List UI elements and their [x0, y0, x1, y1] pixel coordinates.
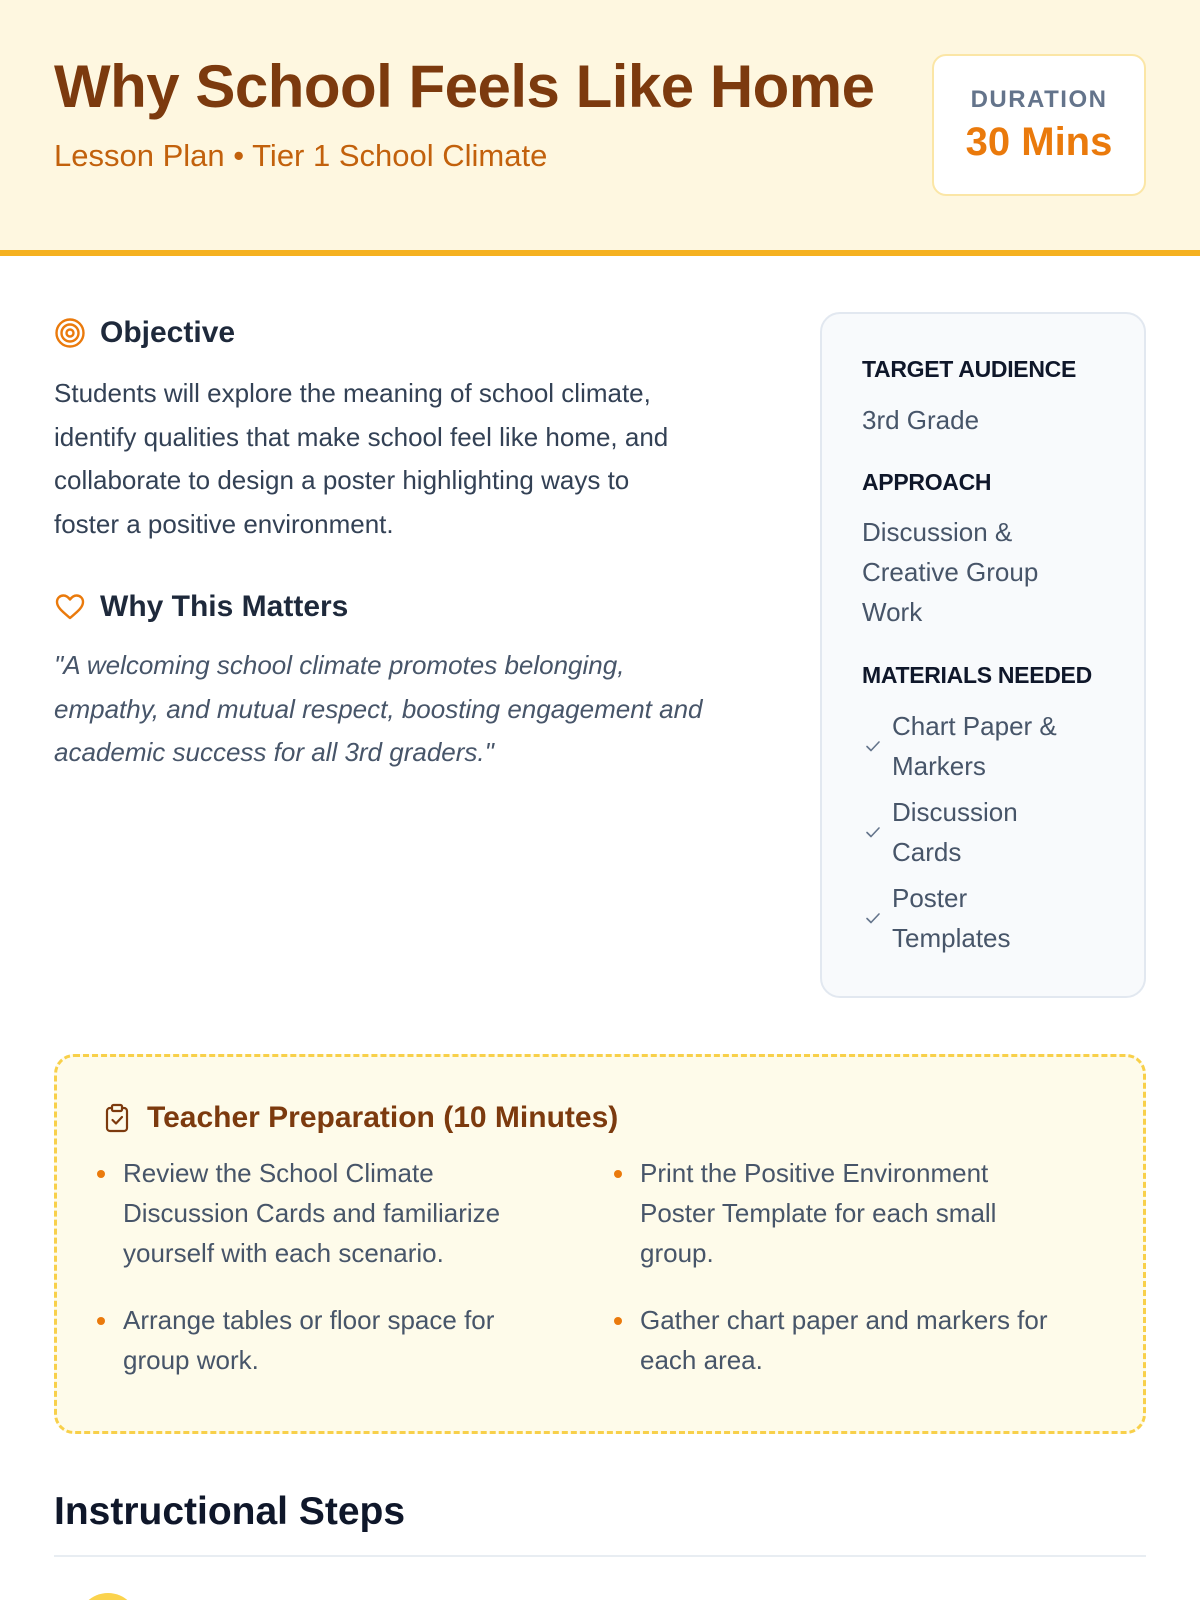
material-line: Markers	[892, 751, 986, 781]
materials-label: MATERIALS NEEDED	[862, 662, 1092, 688]
objective-line: collaborate to design a poster highlighting ways to	[54, 465, 630, 495]
objective-text	[54, 372, 774, 546]
prep-line: each area.	[640, 1345, 763, 1375]
prep-heading	[101, 1101, 618, 1135]
audience-label: TARGET AUDIENCE	[862, 356, 1077, 382]
instructional-steps-title: Instructional Steps	[54, 1490, 406, 1533]
bullet-icon	[614, 1317, 622, 1325]
approach-value	[862, 512, 1112, 632]
step-number-badge	[78, 1593, 138, 1600]
lesson-header	[0, 0, 1200, 256]
approach-line: Creative Group	[862, 557, 1039, 587]
material-line: Poster	[892, 883, 968, 913]
duration-label: DURATION	[970, 86, 1108, 113]
bullet-icon	[614, 1170, 622, 1178]
why-title: Why This Matters	[100, 590, 349, 623]
material-item	[862, 706, 1122, 786]
heart-icon	[54, 591, 86, 623]
page-title: Why School Feels Like Home	[54, 53, 875, 120]
material-line: Chart Paper &	[892, 711, 1057, 741]
material-line: Discussion	[892, 797, 1018, 827]
prep-line: Review the School Climate	[123, 1158, 434, 1188]
material-item	[862, 878, 1122, 958]
bullet-icon	[97, 1317, 105, 1325]
prep-line: yourself with each scenario.	[123, 1238, 444, 1268]
bullet-icon	[97, 1170, 105, 1178]
prep-item	[614, 1153, 1074, 1273]
section-divider	[54, 1555, 1146, 1557]
approach-label: APPROACH	[862, 469, 992, 495]
quote-line: empathy, and mutual respect, boosting engagement and	[54, 693, 703, 724]
check-icon	[862, 821, 884, 843]
approach-line: Work	[862, 597, 923, 627]
prep-line: group work.	[123, 1345, 259, 1375]
objective-title: Objective	[100, 316, 236, 349]
quote-line: "A welcoming school climate promotes belonging,	[54, 650, 625, 680]
quote-line: academic success for all 3rd graders."	[54, 737, 494, 767]
material-item	[862, 792, 1122, 872]
prep-item	[97, 1300, 557, 1380]
why-quote	[54, 644, 774, 775]
audience-value: 3rd Grade	[862, 405, 980, 435]
objective-line: Students will explore the meaning of school climate,	[54, 378, 651, 408]
prep-line: Poster Template for each small	[640, 1198, 997, 1228]
check-icon	[862, 907, 884, 929]
prep-line: group.	[640, 1238, 714, 1268]
prep-line: Gather chart paper and markers for	[640, 1305, 1048, 1335]
objective-line: foster a positive environment.	[54, 508, 394, 539]
prep-line: Discussion Cards and familiarize	[123, 1198, 501, 1228]
teacher-preparation-box	[54, 1054, 1146, 1434]
material-line: Cards	[892, 837, 962, 867]
lesson-details-card	[820, 312, 1146, 998]
why-heading	[54, 590, 348, 624]
duration-card	[932, 54, 1146, 196]
approach-line: Discussion &	[862, 517, 1013, 547]
duration-value: 30 Mins	[965, 120, 1113, 164]
objective-heading	[54, 316, 235, 350]
material-line: Templates	[892, 923, 1011, 953]
prep-line: Arrange tables or floor space for	[123, 1305, 495, 1335]
prep-title: Teacher Preparation (10 Minutes)	[147, 1101, 619, 1134]
target-icon	[54, 317, 86, 349]
objective-line: identify qualities that make school feel like home, and	[54, 421, 669, 452]
prep-item	[97, 1153, 557, 1273]
check-icon	[862, 735, 884, 757]
prep-item	[614, 1300, 1074, 1380]
page-subtitle: Lesson Plan • Tier 1 School Climate	[54, 138, 548, 173]
clipboard-check-icon	[101, 1102, 133, 1134]
prep-line: Print the Positive Environment	[640, 1158, 989, 1188]
